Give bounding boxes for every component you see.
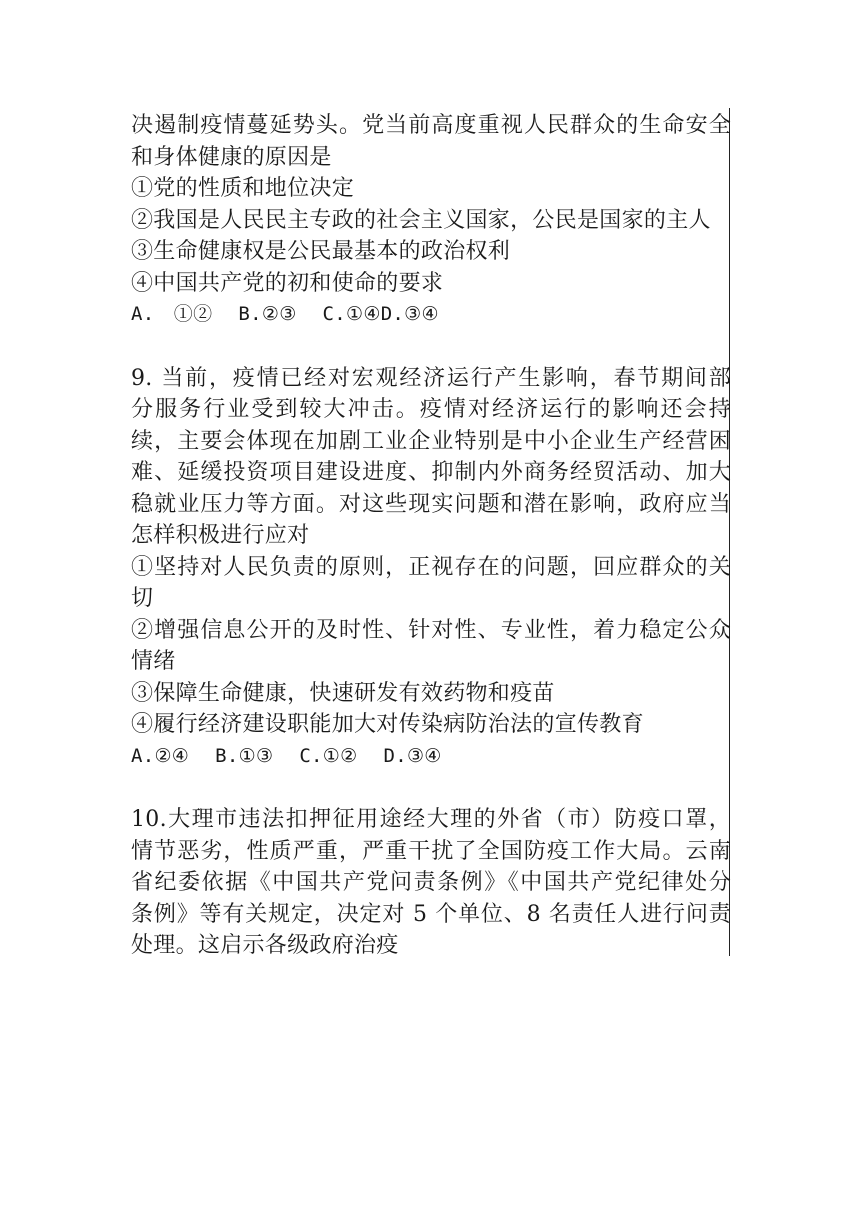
question-8-statement-3: ③生命健康权是公民最基本的政治权利 xyxy=(131,239,511,264)
question-8-option-cd: C.①④D.③④ xyxy=(322,303,439,325)
question-10-stem-line: 条例》等有关规定，决定对 5 个单位、8 名责任人进行问责 xyxy=(131,901,731,927)
question-9-option-c: C.①② xyxy=(299,744,358,767)
question-9-statement-4: ④履行经济建设职能加大对传染病防治法的宣传教育 xyxy=(131,712,644,737)
question-text-column xyxy=(131,110,731,962)
question-9-stem-line: 怎样积极进行应对 xyxy=(131,523,310,548)
spacer xyxy=(131,331,731,363)
question-10-stem-line: 10.大理市违法扣押征用途经大理的外省（市）防疫口罩， xyxy=(131,807,731,832)
question-9-stem-line: 稳就业压力等方面。对这些现实问题和潜在影响，政府应当 xyxy=(131,491,731,517)
question-9-option-d: D.③④ xyxy=(383,744,442,767)
question-9-stem-line: 难、延缓投资项目建设进度、抑制内外商务经贸活动、加大 xyxy=(131,460,731,485)
question-8-options xyxy=(131,299,731,331)
question-8-statement-1: ①党的性质和地位决定 xyxy=(131,176,355,201)
question-10 xyxy=(131,804,731,962)
question-8-statement-4: ④中国共产党的初和使命的要求 xyxy=(131,270,444,296)
question-9 xyxy=(131,363,731,773)
question-8-stem-line: 和身体健康的原因是 xyxy=(131,144,332,170)
question-8-option-a: A. ①② xyxy=(131,303,213,325)
question-8-stem-line: 决遏制疫情蔓延势头。党当前高度重视人民群众的生命安全 xyxy=(131,113,731,138)
question-9-statement-2-cont: 情绪 xyxy=(131,649,176,674)
question-8-statement-2: ②我国是人民民主专政的社会主义国家，公民是国家的主人 xyxy=(131,207,711,233)
question-9-statement-1-cont: 切 xyxy=(131,586,154,611)
question-10-stem-line: 省纪委依据《中国共产党问责条例》《中国共产党纪律处分 xyxy=(131,870,731,895)
question-9-options xyxy=(131,741,731,773)
question-9-stem-line: 分服务行业受到较大冲击。疫情对经济运行的影响还会持 xyxy=(131,397,731,422)
question-10-stem-line: 处理。这启示各级政府治疫 xyxy=(131,933,399,958)
question-9-stem-line: 9. 当前，疫情已经对宏观经济运行产生影响，春节期间部 xyxy=(131,365,731,391)
question-10-stem-line: 情节恶劣，性质严重，严重干扰了全国防疫工作大局。云南 xyxy=(131,838,731,864)
question-8 xyxy=(131,110,731,331)
question-9-statement-1: ①坚持对人民负责的原则，正视存在的问题，回应群众的关 xyxy=(131,554,731,580)
question-9-option-a: A.②④ xyxy=(131,744,190,767)
spacer xyxy=(131,772,731,804)
question-9-statement-3: ③保障生命健康，快速研发有效药物和疫苗 xyxy=(131,680,555,706)
question-9-statement-2: ②增强信息公开的及时性、针对性、专业性，着力稳定公众 xyxy=(131,617,731,643)
question-9-option-b: B.①③ xyxy=(215,744,274,767)
question-8-option-b: B.②③ xyxy=(238,303,297,325)
question-9-stem-line: 续，主要会体现在加剧工业企业特别是中小企业生产经营困 xyxy=(131,428,731,454)
